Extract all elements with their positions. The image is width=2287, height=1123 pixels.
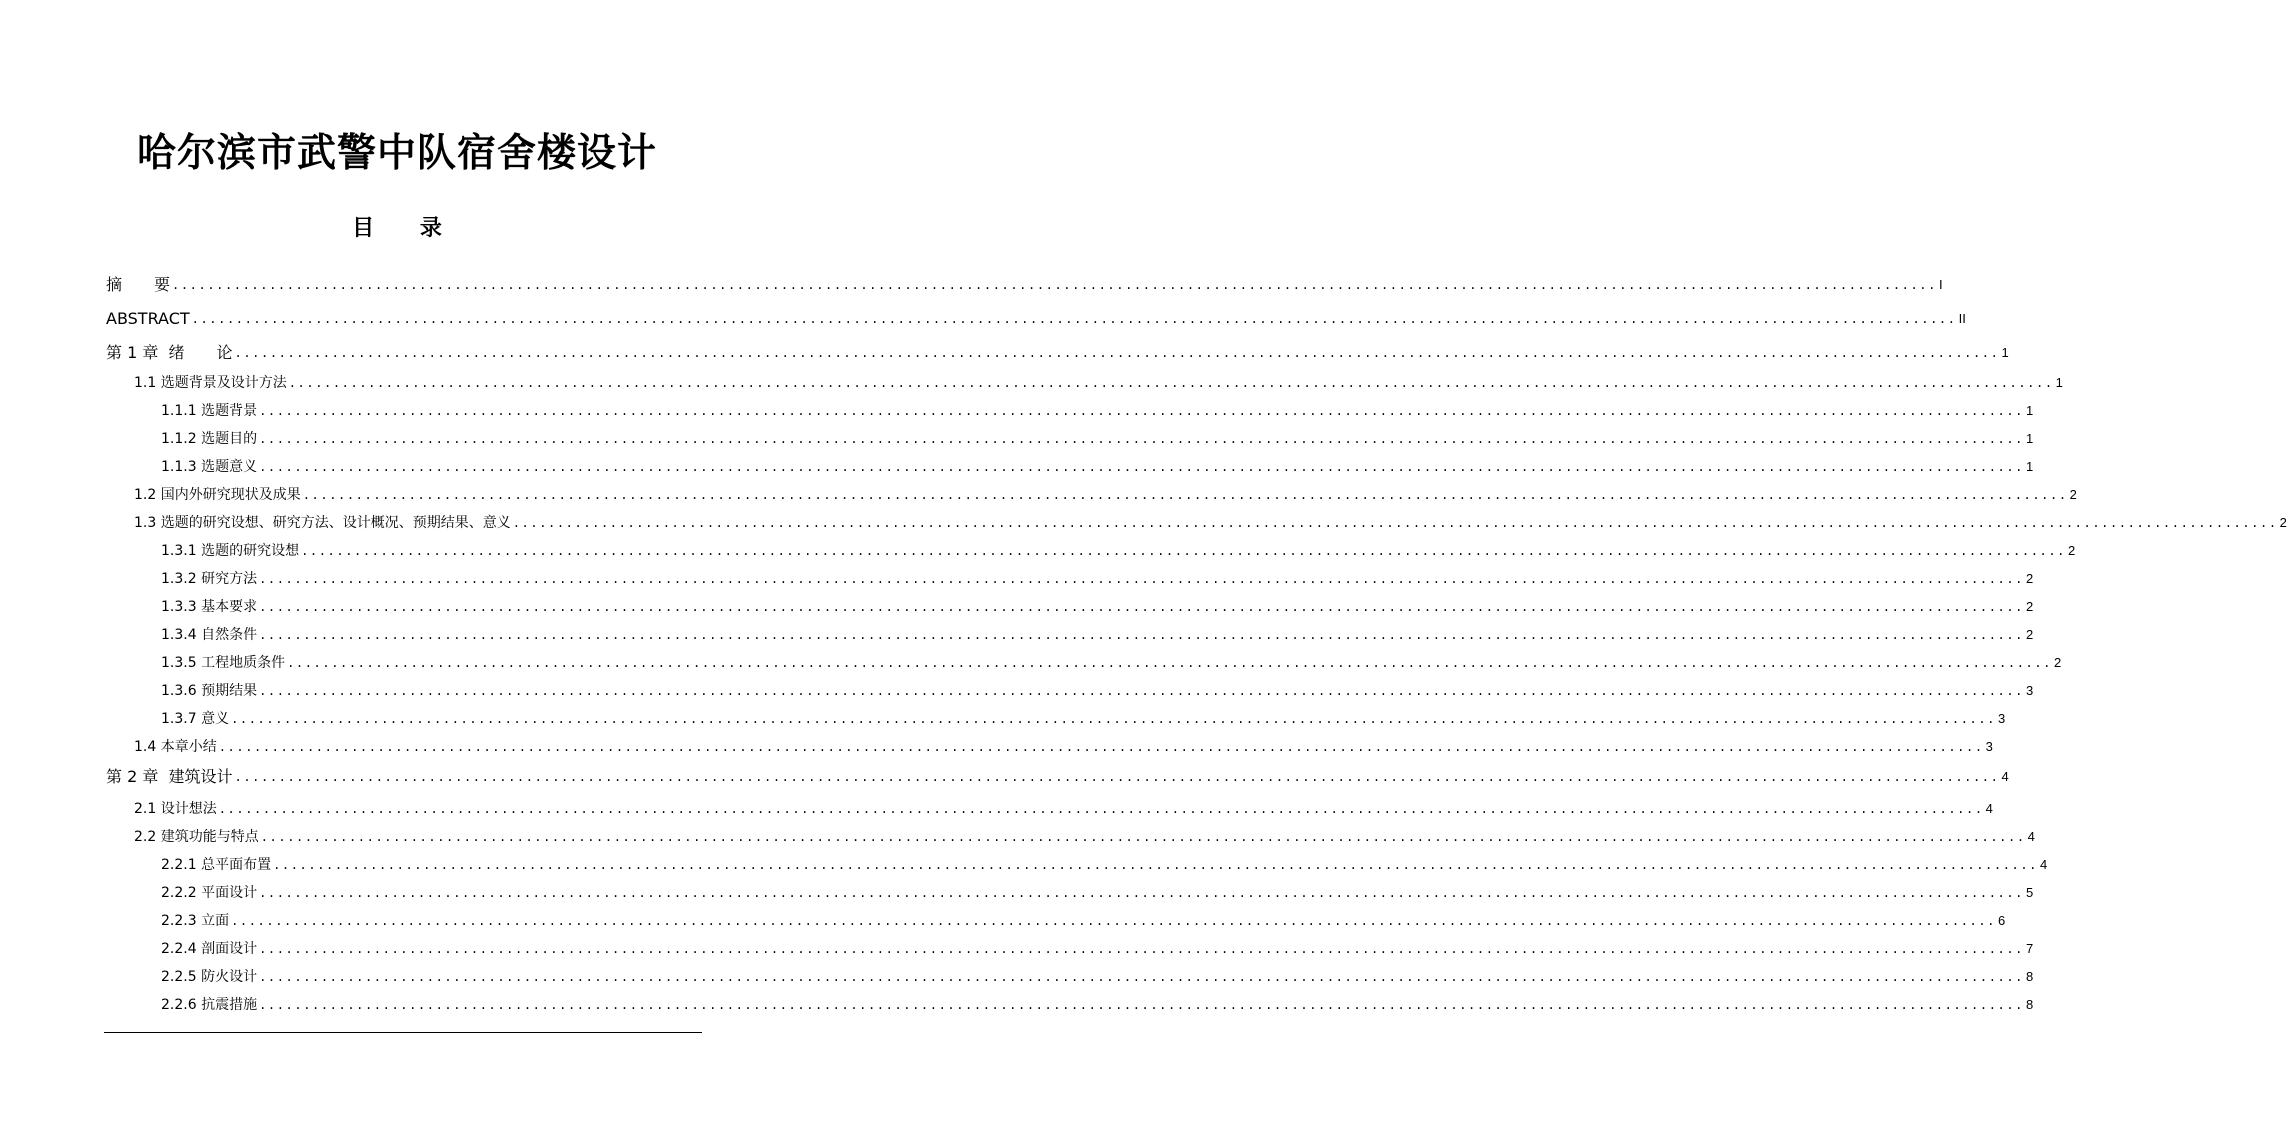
toc-entry[interactable] — [106, 266, 1943, 294]
toc-entry[interactable] — [106, 846, 2048, 874]
toc-entry-label: 2.2.2 平面设计 — [161, 885, 258, 901]
toc-entry-label: 1.3.5 工程地质条件 — [161, 655, 286, 671]
dot-leader: ........................................................................................................................................................................................................ — [301, 544, 2066, 558]
toc-entry-page: 3 — [1985, 739, 1993, 754]
toc-entry-label: 2.2.5 防火设计 — [161, 969, 258, 985]
toc-entry-label: 2.2.6 抗震措施 — [161, 997, 258, 1013]
dot-leader: ........................................................................................................................................................................................................ — [234, 346, 2000, 360]
toc-entry-page: 8 — [2026, 997, 2034, 1012]
dot-leader: ........................................................................................................................................................................................................ — [259, 942, 2024, 956]
toc-entry-label: 1.1.3 选题意义 — [161, 459, 258, 475]
dot-leader: ........................................................................................................................................................................................................ — [259, 628, 2024, 642]
toc-entry-page: 4 — [2027, 829, 2035, 844]
toc-entry-label: 摘 要 — [106, 275, 171, 294]
dot-leader: ........................................................................................................................................................................................................ — [287, 656, 2052, 670]
toc-entry-label: 2.2.4 剖面设计 — [161, 941, 258, 957]
toc-entry-label: 1.3 选题的研究设想、研究方法、设计概况、预期结果、意义 — [134, 515, 511, 531]
toc-entry-page: 1 — [2026, 403, 2034, 418]
toc-entry[interactable] — [106, 790, 1993, 818]
toc-entry-page: 2 — [2026, 599, 2034, 614]
dot-leader: ........................................................................................................................................................................................................ — [231, 914, 1996, 928]
toc-entry[interactable] — [106, 958, 2034, 986]
dot-leader: ........................................................................................................................................................................................................ — [259, 886, 2024, 900]
toc-entry-page: 1 — [2026, 431, 2034, 446]
toc-entry-label: 1.1.2 选题目的 — [161, 431, 258, 447]
toc-entry-page: 2 — [2026, 571, 2034, 586]
toc-entry[interactable] — [106, 448, 2034, 476]
toc-entry[interactable] — [106, 364, 2063, 392]
toc-entry-label: 1.2 国内外研究现状及成果 — [134, 487, 301, 503]
dot-leader: ........................................................................................................................................................................................................ — [260, 830, 2026, 844]
toc-entry[interactable] — [106, 644, 2062, 672]
toc-entry[interactable] — [106, 588, 2034, 616]
dot-leader: ........................................................................................................................................................................................................ — [172, 278, 1937, 292]
toc-entry-page: 3 — [1998, 711, 2006, 726]
toc-entry-label: 第 2 章 建筑设计 — [106, 767, 233, 786]
toc-entry-label: 第 1 章 绪 论 — [106, 343, 233, 362]
toc-entry-page: I — [1938, 277, 1943, 292]
dot-leader: ........................................................................................................................................................................................................ — [218, 740, 1984, 754]
toc-entry-page: 4 — [1985, 801, 1993, 816]
toc-entry-label: 1.3.3 基本要求 — [161, 599, 258, 615]
toc-entry-page: 3 — [2026, 683, 2034, 698]
toc-entry[interactable] — [106, 476, 2077, 504]
toc-entry-page: 6 — [1998, 913, 2006, 928]
toc-entry[interactable] — [106, 986, 2034, 1014]
toc-entry-label: 1.3.4 自然条件 — [161, 627, 258, 643]
dot-leader: ........................................................................................................................................................................................................ — [259, 432, 2024, 446]
dot-leader: ........................................................................................................................................................................................................ — [259, 684, 2024, 698]
dot-leader: ........................................................................................................................................................................................................ — [512, 516, 2278, 530]
toc-entry[interactable] — [106, 504, 2287, 532]
toc-entry[interactable] — [106, 818, 2035, 846]
toc-entry-label: 1.3.7 意义 — [161, 711, 230, 727]
toc-entry[interactable] — [106, 728, 1993, 756]
toc-entry-page: 2 — [2026, 627, 2034, 642]
toc-entry-label: 2.2 建筑功能与特点 — [134, 829, 259, 845]
toc-entry[interactable] — [106, 532, 2076, 560]
dot-leader: ........................................................................................................................................................................................................ — [231, 712, 1996, 726]
dot-leader: ........................................................................................................................................................................................................ — [302, 488, 2068, 502]
dot-leader: ........................................................................................................................................................................................................ — [288, 376, 2054, 390]
toc-entry[interactable] — [106, 560, 2034, 588]
toc-entry[interactable] — [106, 616, 2034, 644]
toc-entry[interactable] — [106, 334, 2009, 362]
dot-leader: ........................................................................................................................................................................................................ — [273, 858, 2038, 872]
toc-entry-page: 8 — [2026, 969, 2034, 984]
toc-entry-label: 2.2.1 总平面布置 — [161, 857, 272, 873]
toc-entry[interactable] — [106, 420, 2034, 448]
toc-entry-page: 2 — [2068, 543, 2076, 558]
toc-entry-label: ABSTRACT — [106, 309, 190, 328]
toc-entry-page: 4 — [2001, 769, 2009, 784]
toc-entry-label: 1.3.2 研究方法 — [161, 571, 258, 587]
page-title: 哈尔滨市武警中队宿舍楼设计 — [136, 131, 657, 176]
toc-entry[interactable] — [106, 758, 2009, 786]
toc-entry-label: 1.3.1 选题的研究设想 — [161, 543, 300, 559]
toc-entry-page: 5 — [2026, 885, 2034, 900]
toc-entry[interactable] — [106, 672, 2034, 700]
dot-leader: ........................................................................................................................................................................................................ — [259, 998, 2024, 1012]
dot-leader: ........................................................................................................................................................................................................ — [259, 572, 2024, 586]
toc-entry-page: 2 — [2279, 515, 2287, 530]
toc-entry-label: 1.1.1 选题背景 — [161, 403, 258, 419]
toc-entry-page: 1 — [2001, 345, 2009, 360]
toc-entry-label: 2.1 设计想法 — [134, 801, 217, 817]
toc-entry-label: 1.1 选题背景及设计方法 — [134, 375, 287, 391]
dot-leader: ........................................................................................................................................................................................................ — [259, 404, 2024, 418]
dot-leader: ........................................................................................................................................................................................................ — [234, 770, 2000, 784]
toc-entry[interactable] — [106, 300, 1966, 328]
dot-leader: ........................................................................................................................................................................................................ — [259, 600, 2024, 614]
toc-entry-page: II — [1958, 311, 1966, 326]
toc-entry[interactable] — [106, 700, 2006, 728]
toc-entry[interactable] — [106, 902, 2006, 930]
toc-entry-page: 4 — [2040, 857, 2048, 872]
toc-entry-label: 1.4 本章小结 — [134, 739, 217, 755]
toc-entry-page: 1 — [2026, 459, 2034, 474]
toc-entry-label: 1.3.6 预期结果 — [161, 683, 258, 699]
toc-entry-page: 2 — [2069, 487, 2077, 502]
toc-entry[interactable] — [106, 392, 2034, 420]
toc-entry[interactable] — [106, 874, 2034, 902]
dot-leader: ........................................................................................................................................................................................................ — [259, 970, 2024, 984]
toc-heading: 目 录 — [352, 216, 442, 241]
toc-entry-label: 2.2.3 立面 — [161, 913, 230, 929]
dot-leader: ........................................................................................................................................................................................................ — [259, 460, 2024, 474]
footer-rule — [104, 1032, 702, 1033]
dot-leader: ........................................................................................................................................................................................................ — [191, 312, 1957, 326]
dot-leader: ........................................................................................................................................................................................................ — [218, 802, 1984, 816]
toc-entry-page: 2 — [2054, 655, 2062, 670]
toc-entry-page: 1 — [2055, 375, 2063, 390]
toc-entry[interactable] — [106, 930, 2034, 958]
toc-entry-page: 7 — [2026, 941, 2034, 956]
